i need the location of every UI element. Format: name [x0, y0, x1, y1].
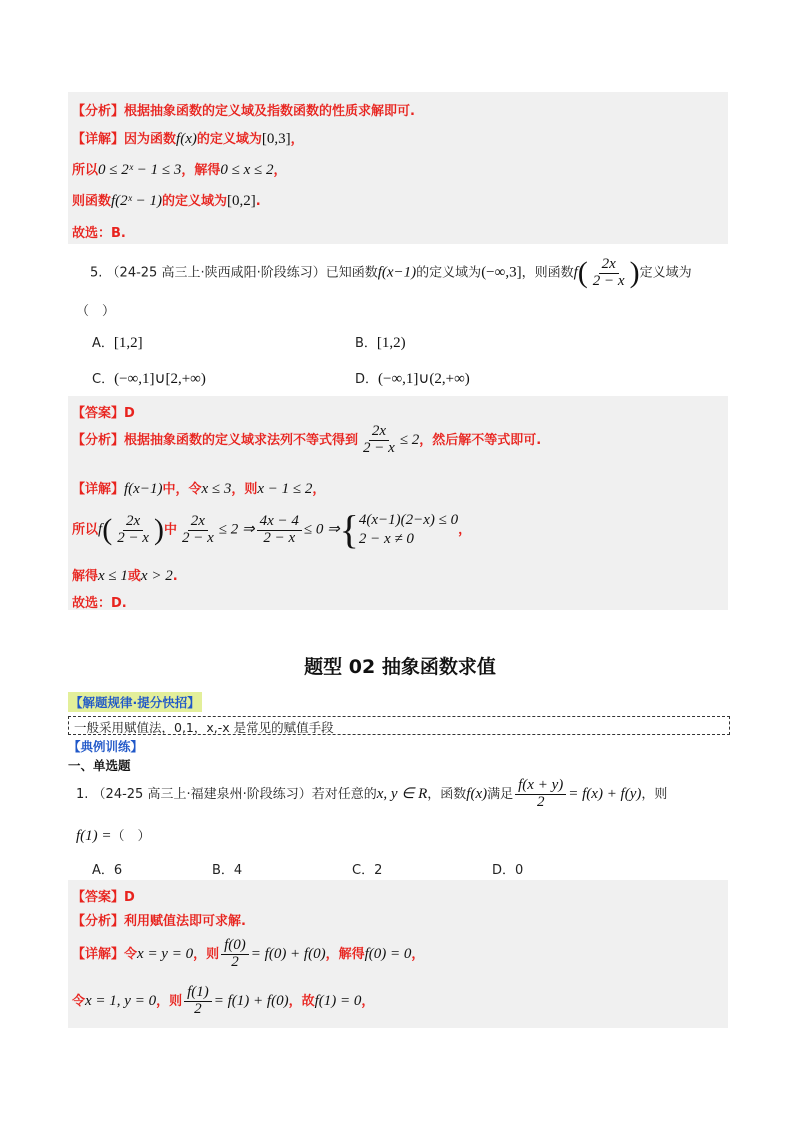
question-text: 的定义域为 — [416, 265, 482, 281]
option-value: 4 — [233, 863, 243, 878]
section-title: 题型 02 抽象函数求值 — [304, 656, 496, 678]
detail-label: 【详解】 — [72, 946, 125, 962]
analysis-line — [72, 100, 415, 119]
question-text: 满足 — [487, 786, 514, 802]
detail-text: 所以 — [72, 522, 99, 538]
option-value: [1,2] — [113, 335, 143, 351]
detail-text: 所以 — [72, 163, 99, 178]
question-number: 5. — [90, 265, 103, 281]
option-letter: D． — [492, 863, 516, 878]
math-fraction: $\frac{2x}{2 - x}$ — [117, 512, 149, 546]
math-expr: x = 1, y = 0 — [85, 992, 157, 1009]
sub-section-label: 一、单选题 — [68, 758, 131, 773]
tip-text: 一般采用赋值法，0,1，x,-x 是常见的赋值手段 — [74, 720, 334, 735]
detail-text: ， — [290, 132, 304, 147]
detail-line-2 — [72, 159, 287, 179]
option-letter: A． — [92, 336, 114, 351]
math-expr: f(x) — [466, 785, 488, 802]
option-c[interactable] — [92, 368, 206, 388]
detail-line-2: 所以f( $\frac{2x}{2 - x}$ )中 $\frac{2x}{2 - x}$ ≤ 2 ⇒ $\frac{4x - 4}{2 - x}$ ≤ 0 ⇒ { 4(x−1)(2−x) ≤ 0 2 − x ≠ 0 ， — [72, 507, 472, 552]
option-letter: A． — [92, 863, 114, 878]
math-expr: f(2ˣ − 1) — [111, 193, 163, 209]
math-expr: 0 ≤ x ≤ 2 — [220, 162, 274, 178]
math-expr: x ≤ 3 — [201, 481, 232, 497]
detail-text: . — [172, 569, 178, 584]
option-value: (−∞,1]∪(2,+∞) — [378, 371, 470, 387]
question-text: （24-25 高三上·福建泉州·阶段练习）若对任意的 — [92, 786, 377, 802]
option-value: 2 — [374, 863, 383, 878]
math-expr: f(1) = 0 — [314, 992, 362, 1009]
detail-text: 中 — [163, 522, 177, 538]
math-expr: = f(x) + f(y) — [568, 785, 642, 802]
detail-text: 的定义域为 — [162, 194, 228, 209]
answer-line — [72, 886, 135, 905]
math-expr: x = y = 0 — [137, 945, 194, 962]
detail-text: ， — [458, 522, 472, 538]
math-fraction: $\frac{2x}{2 - x}$ — [592, 255, 625, 289]
math-expr: ≤ 2 — [399, 431, 420, 448]
question-text: 定义域为 — [639, 265, 692, 281]
answer-label: 【答案】 — [72, 406, 125, 421]
option-letter: B． — [212, 863, 234, 878]
detail-line-1 — [72, 938, 424, 971]
detail-text: ， — [273, 163, 287, 178]
question-text: ，函数 — [427, 786, 467, 802]
analysis-line — [72, 424, 541, 457]
question-paren: （ ） — [111, 829, 151, 844]
option-d[interactable] — [492, 859, 523, 878]
option-c[interactable] — [352, 859, 382, 878]
analysis-line — [72, 910, 246, 929]
detail-text: 则函数 — [72, 194, 112, 209]
math-fraction: $\frac{2x}{2 - x}$ — [363, 423, 395, 456]
answer-line — [72, 402, 135, 421]
option-value: 6 — [113, 863, 123, 878]
option-a[interactable] — [92, 332, 143, 352]
choice-line: 故选：B. — [72, 226, 126, 241]
math-expr: [0,3] — [261, 131, 291, 147]
detail-text: ，则 — [193, 946, 220, 962]
analysis-text: 利用赋值法即可求解. — [124, 914, 246, 929]
detail-text: 的定义域为 — [196, 132, 262, 147]
math-expr: ≤ 0 ⇒ — [303, 521, 340, 538]
math-fraction: $\frac{f(1)}{2}$ — [184, 985, 212, 1018]
detail-text: ， — [361, 993, 375, 1009]
option-d[interactable] — [355, 368, 470, 388]
math-expr: f(x−1) — [124, 481, 163, 497]
math-expr: f(1) = — [76, 828, 112, 844]
math-expr: 0 ≤ 2ˣ − 1 ≤ 3 — [98, 162, 182, 178]
math-expr: f — [573, 264, 578, 281]
tip-label: 【解题规律·提分快招】 — [68, 692, 202, 712]
option-letter: C． — [352, 863, 375, 878]
question-5-paren: （ ） — [76, 304, 116, 319]
question-5: 5. （24-25 高三上·陕西咸阳·阶段练习）已知函数f(x−1)的定义域为(−∞,3]，则函数f( $\frac{2x}{2 - x}$ )定义域为 — [90, 255, 692, 289]
question-1-ask — [76, 825, 151, 845]
math-expr: [0,2] — [227, 193, 256, 209]
analysis-label: 【分析】 — [72, 432, 125, 448]
detail-text: ， — [411, 946, 425, 962]
detail-text: 中，令 — [162, 482, 202, 497]
detail-text: 因为函数 — [124, 132, 177, 147]
choice-line: 故选：D. — [72, 596, 127, 611]
option-letter: D． — [355, 372, 379, 387]
detail-text: ，故 — [288, 993, 315, 1009]
option-b[interactable] — [355, 332, 406, 352]
detail-label: 【详解】 — [72, 132, 125, 147]
math-expr: f — [98, 521, 103, 538]
math-expr: x − 1 ≤ 2 — [257, 481, 313, 497]
question-text: （24-25 高三上·陕西咸阳·阶段练习）已知函数 — [106, 265, 378, 281]
math-expr: f(0) = 0 — [364, 945, 412, 962]
math-expr: f(x−1) — [377, 264, 417, 281]
math-expr: = f(0) + f(0) — [250, 945, 326, 962]
math-expr: = f(1) + f(0) — [213, 992, 289, 1009]
detail-line-3 — [72, 190, 261, 210]
detail-text: 或 — [127, 569, 141, 584]
math-expr: (−∞,3] — [481, 264, 522, 281]
detail-text: ，则 — [156, 993, 183, 1009]
question-text: ，则 — [641, 786, 668, 802]
detail-line-1 — [72, 128, 304, 148]
analysis-text: ，然后解不等式即可. — [419, 432, 542, 448]
option-b[interactable] — [212, 859, 242, 878]
detail-text: ，解得 — [325, 946, 365, 962]
option-a[interactable] — [92, 859, 122, 878]
math-fraction: $\frac{4x - 4}{2 - x}$ — [257, 514, 302, 547]
math-fraction: $\frac{f(0)}{2}$ — [221, 938, 249, 971]
detail-text: 解得 — [72, 569, 99, 584]
train-label: 【典例训练】 — [68, 739, 144, 754]
detail-text: 令 — [124, 946, 138, 962]
analysis-text: 根据抽象函数的定义域求法列不等式得到 — [124, 432, 359, 448]
math-fraction: $\frac{2x}{2 - x}$ — [181, 512, 214, 546]
question-number: 1. — [76, 786, 89, 802]
detail-line-1 — [72, 478, 325, 498]
answer-label: 【答案】 — [72, 890, 125, 905]
detail-label: 【详解】 — [72, 482, 125, 497]
option-letter: B． — [355, 336, 377, 351]
option-letter: C． — [92, 372, 115, 387]
detail-text: . — [255, 194, 261, 209]
math-expr: f(x) — [176, 131, 197, 147]
detail-line-2 — [72, 985, 374, 1018]
math-fraction: $\frac{f(x + y)}{2}$ — [515, 778, 566, 811]
question-text: ，则函数 — [521, 265, 574, 281]
math-expr: x ≤ 1 — [98, 568, 128, 584]
analysis-label: 【分析】 — [72, 914, 125, 929]
equation-system: { 4(x−1)(2−x) ≤ 0 2 − x ≠ 0 — [339, 507, 459, 552]
option-value: 0 — [515, 863, 524, 878]
detail-line-3 — [72, 565, 178, 585]
detail-text: ， — [312, 482, 326, 497]
analysis-text: 根据抽象函数的定义域及指数函数的性质求解即可. — [124, 104, 415, 119]
analysis-label: 【分析】 — [72, 104, 125, 119]
option-value: [1,2) — [376, 335, 406, 351]
option-value: (−∞,1]∪[2,+∞) — [114, 371, 206, 387]
answer-value: D — [124, 890, 135, 905]
question-1 — [76, 778, 667, 811]
math-expr: ≤ 2 ⇒ — [218, 521, 255, 538]
detail-text: ，则 — [231, 482, 258, 497]
detail-text: ，解得 — [181, 163, 221, 178]
math-expr: x > 2 — [140, 568, 173, 584]
answer-value: D — [124, 406, 135, 421]
detail-text: 令 — [72, 993, 86, 1009]
math-expr: x, y ∈ R — [376, 785, 428, 802]
